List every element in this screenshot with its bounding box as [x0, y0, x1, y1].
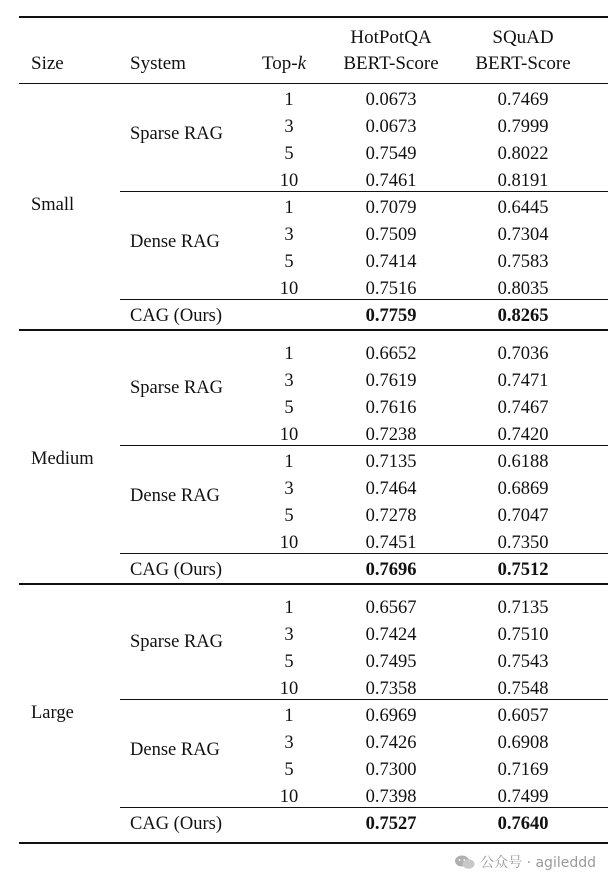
- topk-value: 10: [279, 679, 299, 699]
- hotpot-score: 0.7300: [365, 760, 417, 780]
- squad-score: 0.6057: [497, 706, 549, 726]
- topk-value: 1: [284, 598, 294, 618]
- size-label: Small: [31, 195, 75, 215]
- squad-score: 0.7036: [497, 344, 549, 364]
- hotpot-score: 0.0673: [365, 90, 417, 110]
- hotpot-score: 0.7495: [365, 652, 417, 672]
- cag-divider: [120, 299, 608, 300]
- header-squad-line2: BERT-Score: [475, 53, 571, 74]
- header-rule: [19, 83, 608, 84]
- header-squad-line1: SQuAD: [492, 27, 554, 48]
- squad-score: 0.7543: [497, 652, 549, 672]
- system-divider: [120, 191, 608, 192]
- watermark: [454, 852, 596, 872]
- topk-value: 1: [284, 90, 294, 110]
- topk-value: 5: [284, 398, 294, 418]
- hotpot-score: 0.7451: [365, 533, 417, 553]
- system-label: Dense RAG: [130, 232, 220, 252]
- group-divider: [19, 329, 608, 331]
- header-system: System: [130, 53, 186, 74]
- cag-divider: [120, 553, 608, 554]
- size-label: Medium: [31, 449, 94, 469]
- topk-value: 1: [284, 452, 294, 472]
- hotpot-score: 0.6652: [365, 344, 417, 364]
- topk-value: 3: [284, 479, 294, 499]
- topk-value: 10: [279, 787, 299, 807]
- watermark-text: 公众号 · agileddd: [480, 855, 596, 871]
- hotpot-score: 0.7424: [365, 625, 417, 645]
- topk-value: 5: [284, 252, 294, 272]
- squad-score: 0.7548: [497, 679, 549, 699]
- topk-value: 5: [284, 760, 294, 780]
- squad-score: 0.7304: [497, 225, 549, 245]
- hotpot-score: 0.7358: [365, 679, 417, 699]
- hotpot-score: 0.7426: [365, 733, 417, 753]
- cag-squad-score: 0.8265: [497, 306, 549, 326]
- hotpot-score: 0.7516: [365, 279, 417, 299]
- topk-value: 5: [284, 652, 294, 672]
- squad-score: 0.7467: [497, 398, 549, 418]
- system-divider: [120, 445, 608, 446]
- hotpot-score: 0.0673: [365, 117, 417, 137]
- topk-value: 1: [284, 344, 294, 364]
- topk-value: 10: [279, 279, 299, 299]
- topk-value: 3: [284, 117, 294, 137]
- header-size: Size: [31, 53, 64, 74]
- hotpot-score: 0.7619: [365, 371, 417, 391]
- hotpot-score: 0.7461: [365, 171, 417, 191]
- topk-value: 10: [279, 425, 299, 445]
- squad-score: 0.6188: [497, 452, 549, 472]
- cag-squad-score: 0.7640: [497, 814, 549, 834]
- hotpot-score: 0.7549: [365, 144, 417, 164]
- results-table: [19, 0, 608, 876]
- hotpot-score: 0.7135: [365, 452, 417, 472]
- squad-score: 0.7499: [497, 787, 549, 807]
- squad-score: 0.8035: [497, 279, 549, 299]
- topk-value: 1: [284, 706, 294, 726]
- hotpot-score: 0.7079: [365, 198, 417, 218]
- topk-value: 3: [284, 371, 294, 391]
- bottom-rule: [19, 842, 608, 844]
- hotpot-score: 0.7398: [365, 787, 417, 807]
- topk-value: 10: [279, 171, 299, 191]
- squad-score: 0.7999: [497, 117, 549, 137]
- squad-score: 0.7169: [497, 760, 549, 780]
- header-hotpot-line1: HotPotQA: [350, 27, 432, 48]
- hotpot-score: 0.7616: [365, 398, 417, 418]
- system-label: Sparse RAG: [130, 632, 224, 652]
- hotpot-score: 0.6567: [365, 598, 417, 618]
- squad-score: 0.7510: [497, 625, 549, 645]
- squad-score: 0.7583: [497, 252, 549, 272]
- system-divider: [120, 699, 608, 700]
- system-label: Sparse RAG: [130, 124, 224, 144]
- system-label: Dense RAG: [130, 486, 220, 506]
- squad-score: 0.6908: [497, 733, 549, 753]
- cag-label: CAG (Ours): [130, 814, 222, 834]
- cag-squad-score: 0.7512: [497, 560, 549, 580]
- hotpot-score: 0.7238: [365, 425, 417, 445]
- hotpot-score: 0.7278: [365, 506, 417, 526]
- squad-score: 0.7469: [497, 90, 549, 110]
- squad-score: 0.6445: [497, 198, 549, 218]
- system-label: Sparse RAG: [130, 378, 224, 398]
- top-rule: [19, 16, 608, 18]
- cag-hotpot-score: 0.7527: [365, 814, 417, 834]
- cag-label: CAG (Ours): [130, 560, 222, 580]
- squad-score: 0.8191: [497, 171, 549, 191]
- size-label: Large: [31, 703, 74, 723]
- topk-value: 3: [284, 625, 294, 645]
- topk-value: 5: [284, 144, 294, 164]
- squad-score: 0.7471: [497, 371, 549, 391]
- squad-score: 0.7350: [497, 533, 549, 553]
- cag-label: CAG (Ours): [130, 306, 222, 326]
- header-topk: [262, 54, 306, 74]
- hotpot-score: 0.6969: [365, 706, 417, 726]
- header-hotpot-line2: BERT-Score: [343, 53, 439, 74]
- squad-score: 0.7420: [497, 425, 549, 445]
- cag-divider: [120, 807, 608, 808]
- topk-value: 3: [284, 225, 294, 245]
- cag-hotpot-score: 0.7759: [365, 306, 417, 326]
- header-topk-prefix: Top-: [262, 53, 298, 74]
- wechat-icon: [454, 854, 476, 870]
- squad-score: 0.8022: [497, 144, 549, 164]
- squad-score: 0.7135: [497, 598, 549, 618]
- cag-hotpot-score: 0.7696: [365, 560, 417, 580]
- topk-value: 3: [284, 733, 294, 753]
- system-label: Dense RAG: [130, 740, 220, 760]
- hotpot-score: 0.7414: [365, 252, 417, 272]
- topk-value: 1: [284, 198, 294, 218]
- group-divider: [19, 583, 608, 585]
- header-topk-var: k: [297, 53, 307, 74]
- squad-score: 0.6869: [497, 479, 549, 499]
- squad-score: 0.7047: [497, 506, 549, 526]
- topk-value: 5: [284, 506, 294, 526]
- topk-value: 10: [279, 533, 299, 553]
- hotpot-score: 0.7509: [365, 225, 417, 245]
- hotpot-score: 0.7464: [365, 479, 417, 499]
